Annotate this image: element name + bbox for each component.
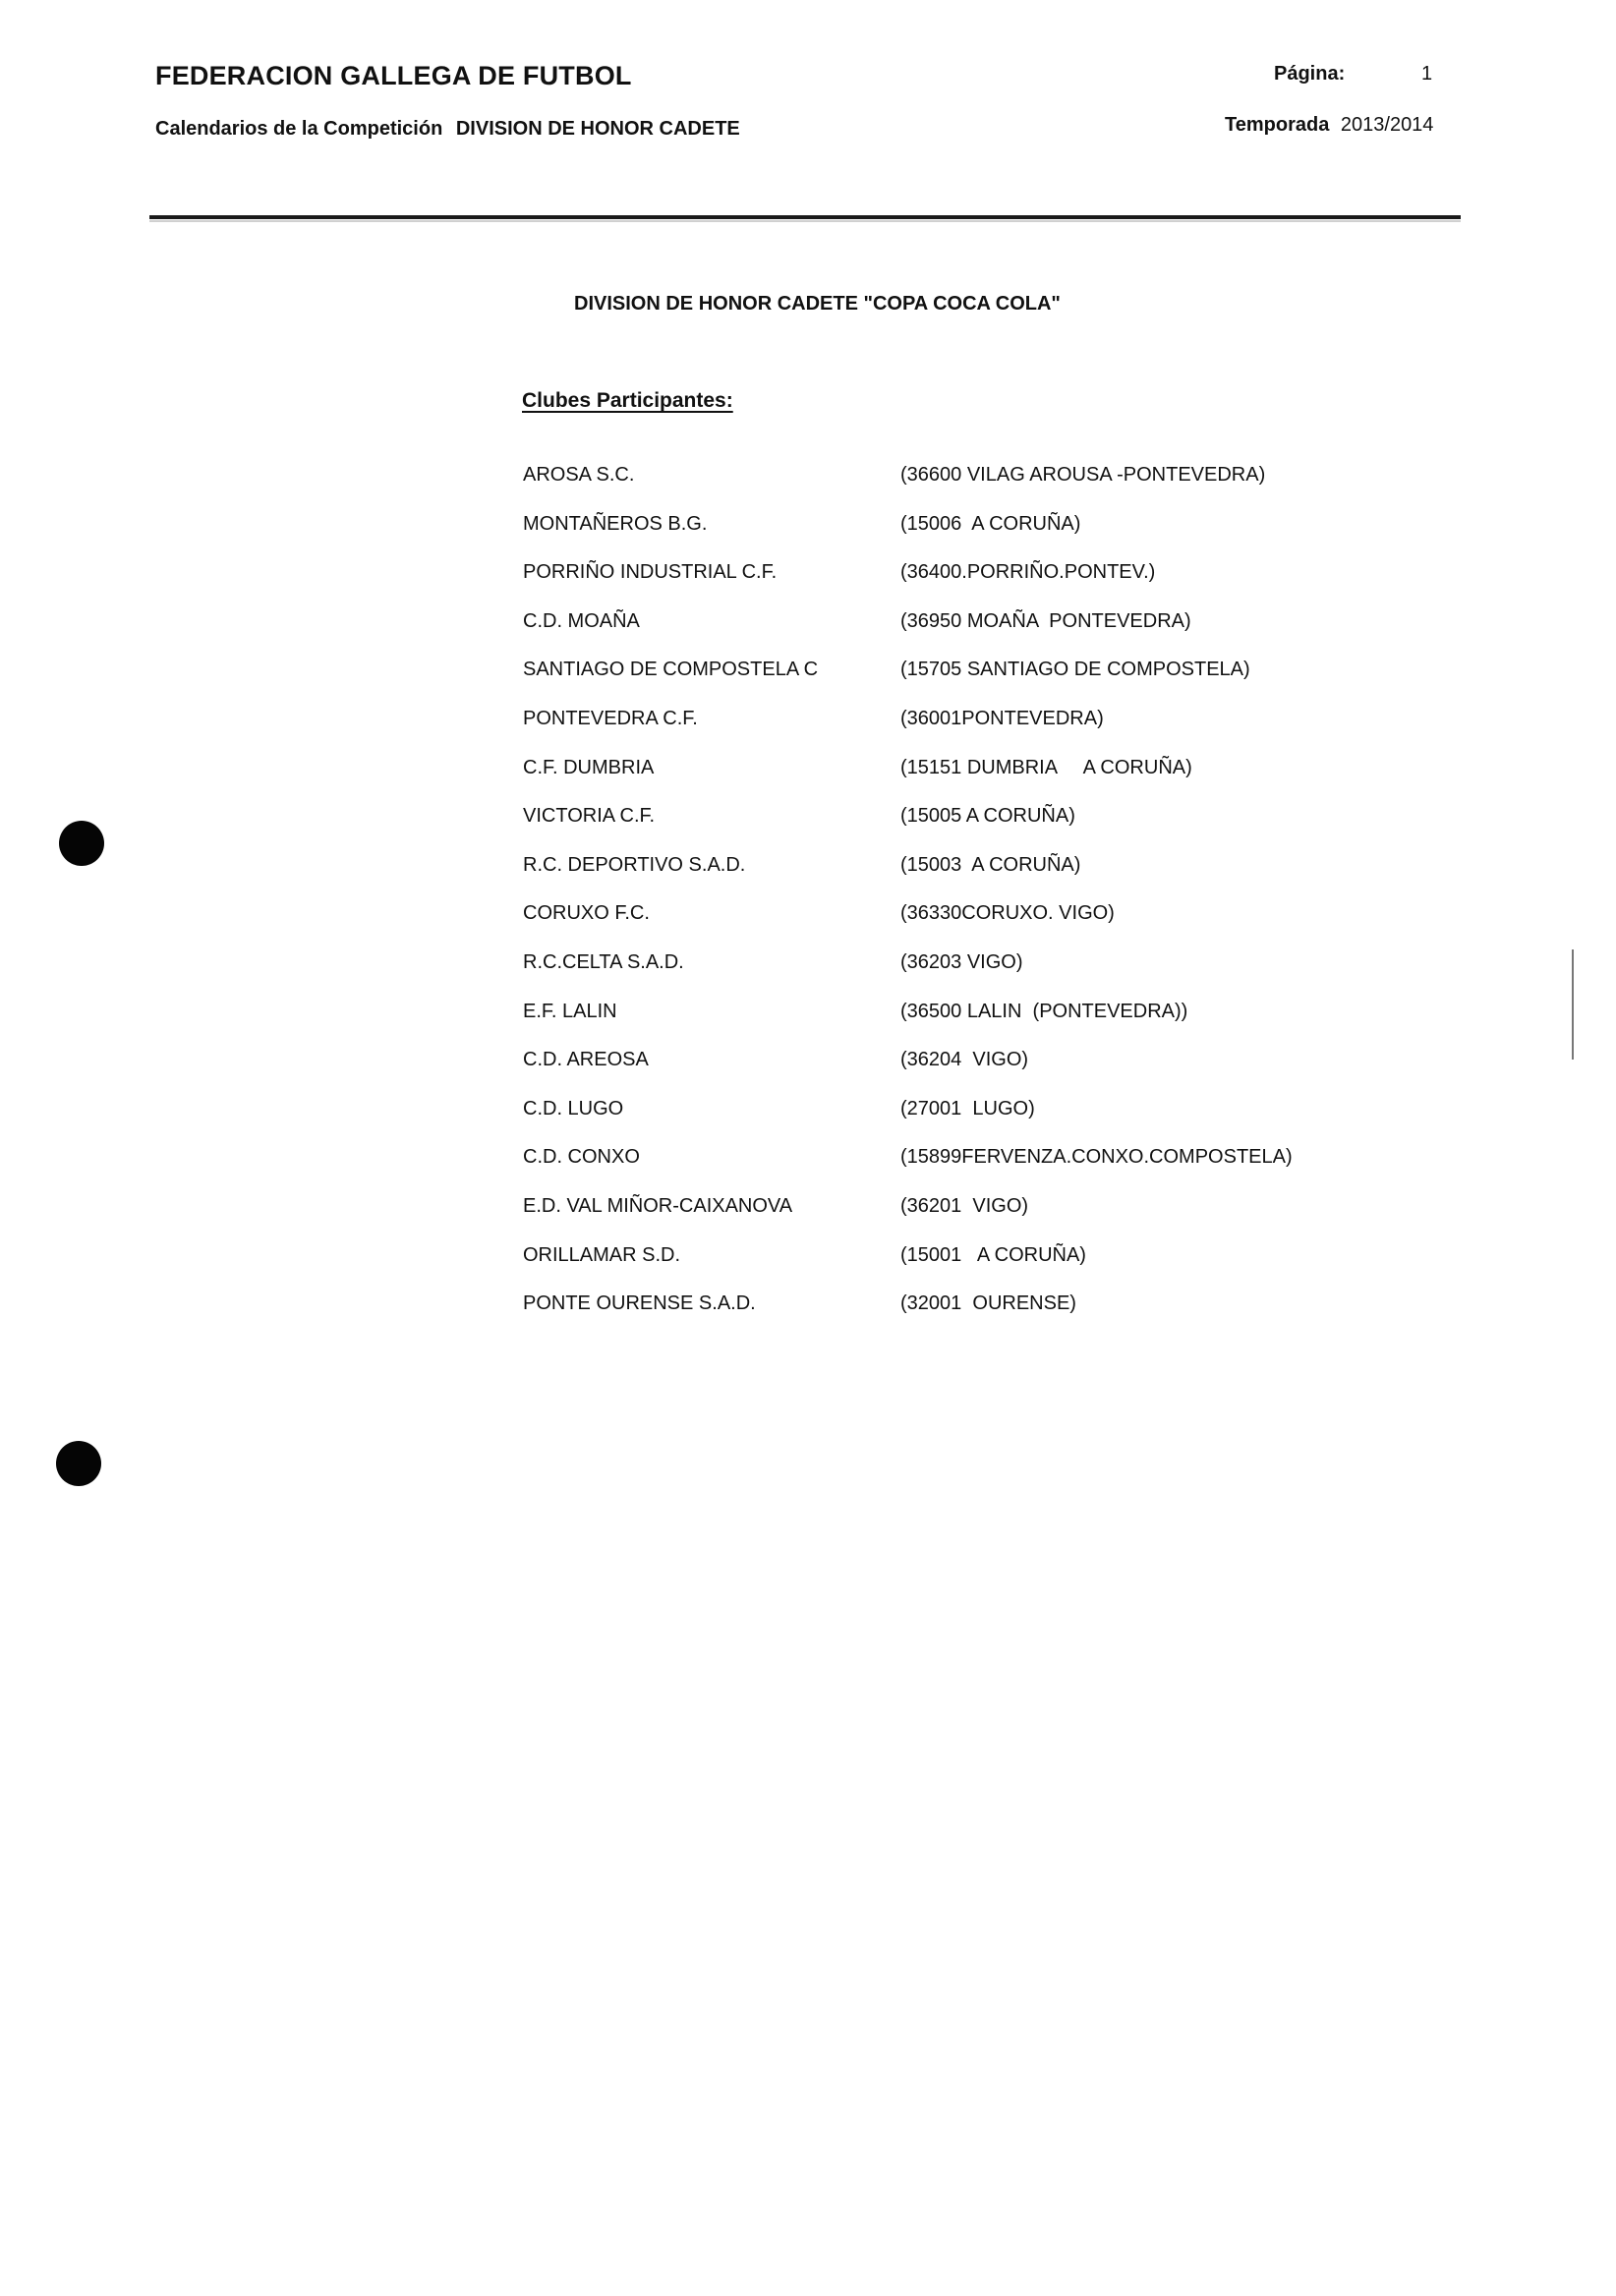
club-address: (15151 DUMBRIA A CORUÑA): [900, 756, 1192, 778]
club-row: [523, 464, 1368, 513]
club-address: (15899FERVENZA.CONXO.COMPOSTELA): [900, 1146, 1293, 1169]
section-title: Clubes Participantes:: [522, 389, 733, 412]
club-name: CORUXO F.C.: [523, 902, 650, 925]
club-address: (27001 LUGO): [900, 1097, 1035, 1119]
club-address: (36950 MOAÑA PONTEVEDRA): [900, 609, 1191, 632]
competition-name: DIVISION DE HONOR CADETE: [455, 118, 740, 140]
club-row: [523, 1244, 1368, 1293]
club-name: C.D. MOAÑA: [523, 609, 640, 632]
club-row: [523, 1098, 1368, 1147]
club-address: (36001PONTEVEDRA): [900, 707, 1104, 729]
club-list: [523, 464, 1368, 1342]
club-address: (36204 VIGO): [900, 1049, 1029, 1071]
club-name: VICTORIA C.F.: [523, 805, 656, 828]
club-name: MONTAÑEROS B.G.: [523, 512, 708, 535]
club-address: (36330CORUXO. VIGO): [900, 902, 1115, 925]
club-row: [523, 513, 1368, 562]
club-address: (36500 LALIN (PONTEVEDRA)): [900, 1000, 1188, 1022]
club-address: (15001 A CORUÑA): [900, 1243, 1086, 1266]
club-row: [523, 1001, 1368, 1050]
club-row: [523, 902, 1368, 951]
season-label: Temporada: [1225, 114, 1330, 136]
club-address: (36600 VILAG AROUSA -PONTEVEDRA): [900, 464, 1266, 486]
season-value: 2013/2014: [1340, 114, 1434, 136]
club-name: PONTE OURENSE S.A.D.: [523, 1292, 756, 1315]
club-address: (15705 SANTIAGO DE COMPOSTELA): [900, 659, 1250, 681]
club-address: (36201 VIGO): [900, 1194, 1029, 1217]
club-row: [523, 1195, 1368, 1244]
club-name: PORRIÑO INDUSTRIAL C.F.: [523, 561, 778, 584]
club-row: [523, 1049, 1368, 1098]
season: [1225, 114, 1433, 137]
club-row: [523, 561, 1368, 610]
page-number: 1: [1421, 63, 1433, 85]
club-name: C.D. AREOSA: [523, 1049, 649, 1071]
club-address: (36203 VIGO): [900, 950, 1023, 973]
competition-heading: DIVISION DE HONOR CADETE "COPA COCA COLA": [574, 293, 1061, 315]
club-row: [523, 854, 1368, 903]
club-name: SANTIAGO DE COMPOSTELA C: [523, 659, 819, 681]
club-name: R.C.CELTA S.A.D.: [523, 950, 684, 973]
club-row: [523, 805, 1368, 854]
page-label: Página:: [1274, 63, 1346, 85]
club-address: (15005 A CORUÑA): [900, 805, 1075, 828]
club-row: [523, 1146, 1368, 1195]
club-name: R.C. DEPORTIVO S.A.D.: [523, 853, 746, 876]
organization-title: FEDERACION GALLEGA DE FUTBOL: [155, 61, 632, 90]
club-address: (32001 OURENSE): [900, 1292, 1076, 1315]
club-name: PONTEVEDRA C.F.: [523, 707, 698, 729]
club-row: [523, 1292, 1368, 1342]
club-name: C.D. CONXO: [523, 1146, 640, 1169]
punch-hole: [56, 1441, 101, 1486]
club-name: ORILLAMAR S.D.: [523, 1243, 681, 1266]
club-name: C.D. LUGO: [523, 1097, 624, 1119]
club-name: E.D. VAL MIÑOR-CAIXANOVA: [523, 1194, 793, 1217]
club-row: [523, 951, 1368, 1001]
club-address: (36400.PORRIÑO.PONTEV.): [900, 561, 1156, 584]
club-name: E.F. LALIN: [523, 1000, 617, 1022]
club-name: AROSA S.C.: [523, 464, 635, 486]
club-row: [523, 610, 1368, 660]
club-row: [523, 659, 1368, 708]
subtitle-label: Calendarios de la Competición: [155, 118, 443, 140]
club-row: [523, 757, 1368, 806]
header-divider: [149, 215, 1461, 219]
club-row: [523, 708, 1368, 757]
punch-hole: [59, 821, 104, 866]
club-name: C.F. DUMBRIA: [523, 756, 655, 778]
margin-mark: [1572, 949, 1574, 1060]
document-subtitle: [155, 118, 740, 141]
club-address: (15003 A CORUÑA): [900, 853, 1081, 876]
club-address: (15006 A CORUÑA): [900, 512, 1081, 535]
